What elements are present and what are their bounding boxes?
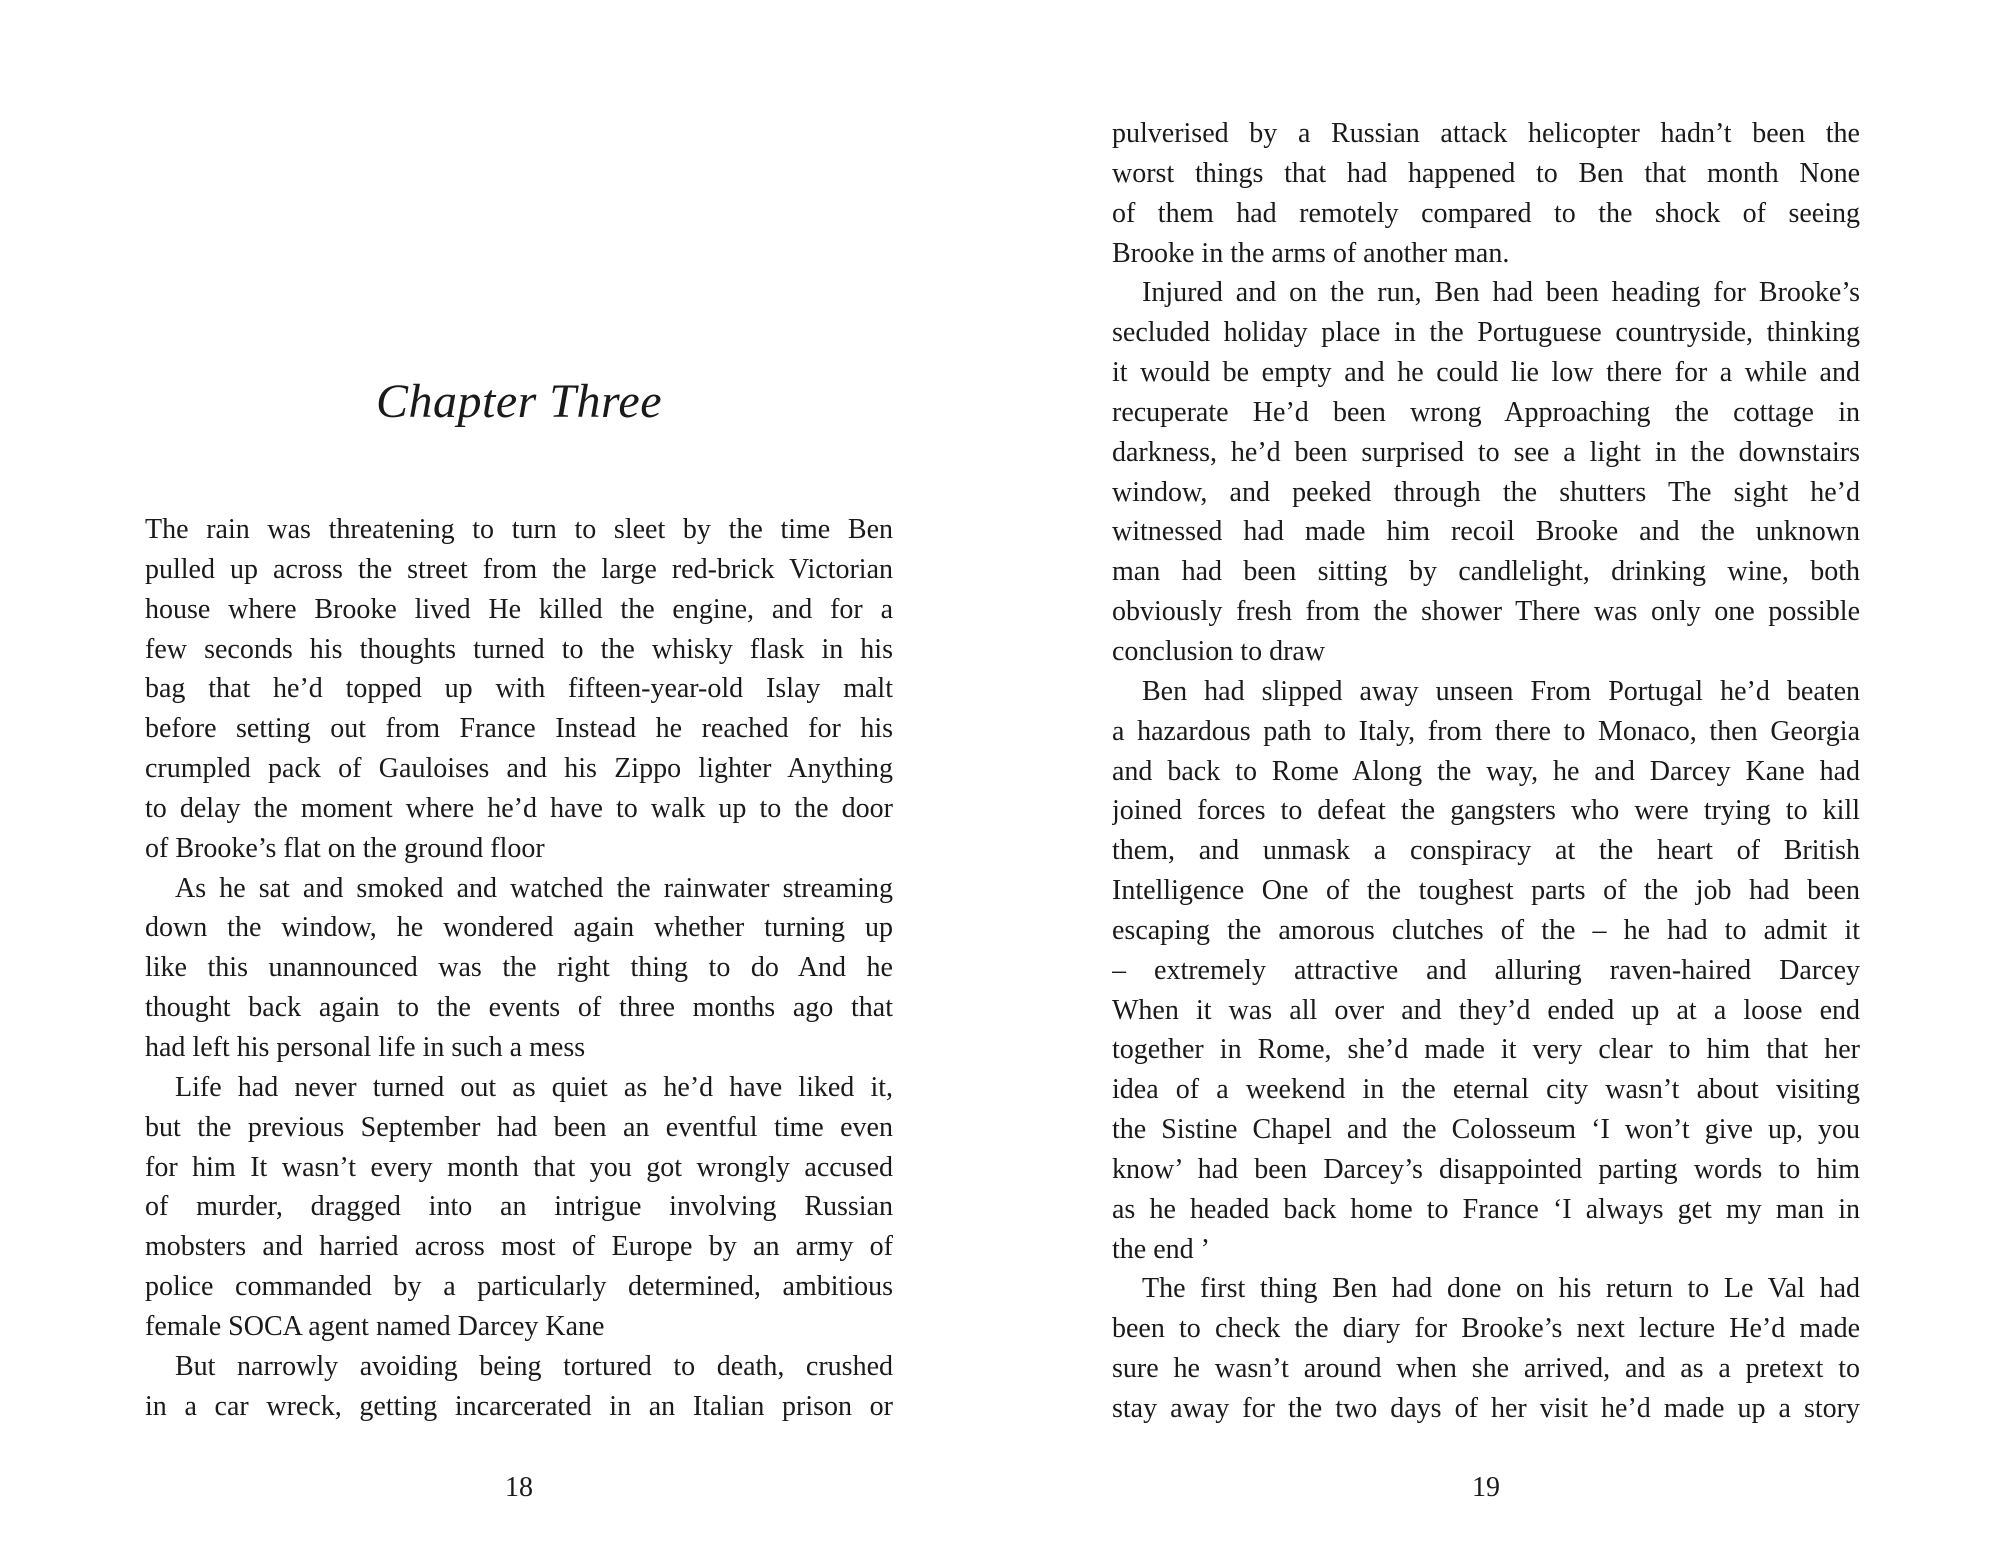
text-line: The rain was threatening to turn to sleet by the time Ben	[145, 514, 893, 545]
text-line: but the previous September had been an eventful time even	[145, 1111, 893, 1143]
text-line: mobsters and harried across most of Europe by an army of	[145, 1231, 893, 1263]
text-line: secluded holiday place in the Portuguese countryside, thinking	[1112, 317, 1860, 349]
left-page-text	[145, 510, 893, 1426]
text-line: as he headed back home to France ‘I always get my man in	[1112, 1193, 1860, 1225]
page-number-right: 19	[1472, 1472, 1500, 1503]
text-line: thought back again to the events of three months ago that	[145, 992, 893, 1024]
text-line: As he sat and smoked and watched the rainwater streaming	[175, 872, 893, 904]
text-line: them, and unmask a conspiracy at the heart of British	[1112, 835, 1860, 867]
text-line: it would be empty and he could lie low there for a while and	[1112, 357, 1860, 389]
chapter-title: Chapter Three	[375, 375, 663, 428]
text-line: obviously fresh from the shower There was only one possible	[1112, 596, 1860, 628]
text-line: of them had remotely compared to the shock of seeing	[1112, 197, 1860, 229]
text-line: Intelligence One of the toughest parts of the job had been	[1112, 875, 1860, 907]
text-line: – extremely attractive and alluring raven-haired Darcey	[1112, 954, 1860, 986]
text-line: Brooke in the arms of another man.	[1112, 237, 1510, 269]
text-line: together in Rome, she’d made it very clear to him that her	[1112, 1034, 1860, 1066]
text-line: female SOCA agent named Darcey Kane	[145, 1310, 605, 1342]
text-line: idea of a weekend in the eternal city wasn’t about visiting	[1112, 1074, 1860, 1106]
text-line: the end ’	[1112, 1233, 1210, 1265]
text-line: house where Brooke lived He killed the engine, and for a	[145, 593, 893, 625]
text-line: Injured and on the run, Ben had been heading for Brooke’s	[1142, 277, 1860, 309]
text-line: sure he wasn’t around when she arrived, and as a pretext to	[1112, 1353, 1860, 1385]
page-number-left: 18	[505, 1472, 533, 1503]
text-line: worst things that had happened to Ben that month None	[1112, 157, 1860, 189]
text-line: stay away for the two days of her visit he’d made up a story	[1112, 1393, 1860, 1424]
text-line: been to check the diary for Brooke’s next lecture He’d made	[1112, 1313, 1860, 1345]
text-line: conclusion to draw	[1112, 635, 1326, 667]
text-line: When it was all over and they’d ended up at a loose end	[1112, 994, 1860, 1026]
text-line: a hazardous path to Italy, from there to Monaco, then Georgia	[1112, 715, 1860, 747]
text-line: The first thing Ben had done on his return to Le Val had	[1142, 1273, 1860, 1305]
text-line: few seconds his thoughts turned to the whisky flask in his	[145, 633, 893, 665]
text-line: pulled up across the street from the large red-brick Victorian	[145, 553, 893, 585]
text-line: for him It wasn’t every month that you got wrongly accused	[145, 1151, 893, 1183]
text-line: window, and peeked through the shutters The sight he’d	[1112, 476, 1860, 508]
text-line: darkness, he’d been surprised to see a light in the downstairs	[1112, 436, 1860, 468]
text-line: had left his personal life in such a mess	[145, 1031, 586, 1063]
text-line: down the window, he wondered again whether turning up	[145, 912, 893, 944]
text-line: of Brooke’s flat on the ground floor	[145, 832, 545, 864]
text-line: to delay the moment where he’d have to walk up to the door	[145, 792, 893, 824]
text-line: of murder, dragged into an intrigue involving Russian	[145, 1191, 893, 1223]
text-line: pulverised by a Russian attack helicopter hadn’t been the	[1112, 118, 1860, 149]
text-line: in a car wreck, getting incarcerated in an Italian prison or	[145, 1390, 893, 1422]
text-line: man had been sitting by candlelight, drinking wine, both	[1112, 556, 1860, 588]
text-line: police commanded by a particularly determined, ambitious	[145, 1271, 893, 1303]
right-page	[1000, 0, 2000, 1555]
text-line: joined forces to defeat the gangsters who were trying to kill	[1112, 795, 1860, 827]
text-line: recuperate He’d been wrong Approaching the cottage in	[1112, 396, 1860, 428]
text-line: the Sistine Chapel and the Colosseum ‘I won’t give up, you	[1112, 1114, 1860, 1146]
text-line: and back to Rome Along the way, he and Darcey Kane had	[1112, 755, 1860, 787]
text-line: crumpled pack of Gauloises and his Zippo lighter Anything	[145, 753, 893, 785]
right-page-text	[1112, 114, 1860, 1429]
text-line: witnessed had made him recoil Brooke and the unknown	[1112, 516, 1860, 548]
text-line: Life had never turned out as quiet as he’d have liked it,	[175, 1071, 893, 1103]
text-line: know’ had been Darcey’s disappointed parting words to him	[1112, 1153, 1860, 1185]
text-line: before setting out from France Instead he reached for his	[145, 713, 893, 745]
text-line: But narrowly avoiding being tortured to death, crushed	[175, 1350, 893, 1382]
text-line: Ben had slipped away unseen From Portugal he’d beaten	[1142, 675, 1860, 707]
text-line: bag that he’d topped up with fifteen-year-old Islay malt	[145, 673, 893, 705]
text-line: like this unannounced was the right thing to do And he	[145, 952, 893, 984]
text-line: escaping the amorous clutches of the – he had to admit it	[1112, 914, 1860, 946]
